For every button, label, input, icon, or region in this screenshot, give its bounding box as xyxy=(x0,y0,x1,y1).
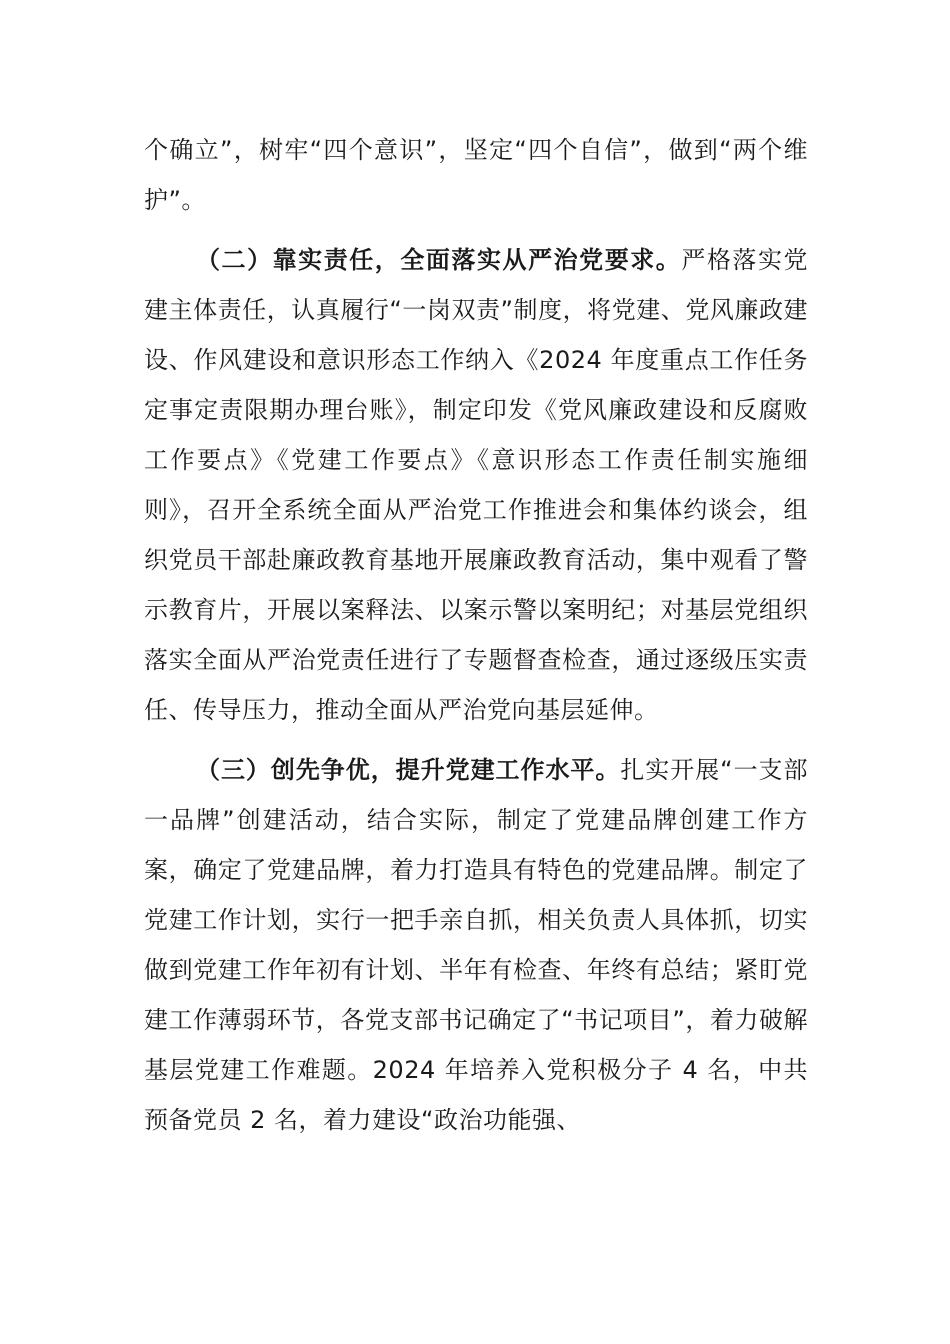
document-body xyxy=(144,125,808,1145)
paragraph-1-body: 个确立”，树牢“四个意识”，坚定“四个自信”，做到“两个维护”。 xyxy=(144,136,808,214)
paragraph-section-3 xyxy=(144,745,808,1145)
paragraph-section-2 xyxy=(144,235,808,735)
section-2-body: 严格落实党建主体责任，认真履行“一岗双责”制度，将党建、党风廉政建设、作风建设和意识形态工作纳入《2024 年度重点工作任务定事定责限期办理台账》，制定印发《党风廉政建设和反腐败工作要点》《党建工作要点》《意识形态工作责任制实施细则》，召开全系统全面从严治党工作推进会和集体约谈会，组织党员干部赴廉政教育基地开展廉政教育活动，集中观看了警示教育片，开展以案释法、以案示警以案明纪；对基层党组织落实全面从严治党责任进行了专题督查检查，通过逐级压实责任、传导压力，推动全面从严治党向基层延伸。 xyxy=(144,246,809,724)
section-3-heading: （三）创先争优，提升党建工作水平。 xyxy=(196,756,621,784)
section-2-heading: （二）靠实责任，全面落实从严治党要求。 xyxy=(196,246,682,274)
section-3-body: 扎实开展“一支部一品牌”创建活动，结合实际，制定了党建品牌创建工作方案，确定了党建品牌，着力打造具有特色的党建品牌。制定了党建工作计划，实行一把手亲自抓，相关负责人具体抓，切实做到党建工作年初有计划、半年有检查、年终有总结；紧盯党建工作薄弱环节，各党支部书记确定了“书记项目”，着力破解基层党建工作难题。2024 年培养入党积极分子 4 名，中共预备党员 2 名，着力建设“政治功能强、 xyxy=(144,756,809,1134)
paragraph-continuation xyxy=(144,125,808,225)
